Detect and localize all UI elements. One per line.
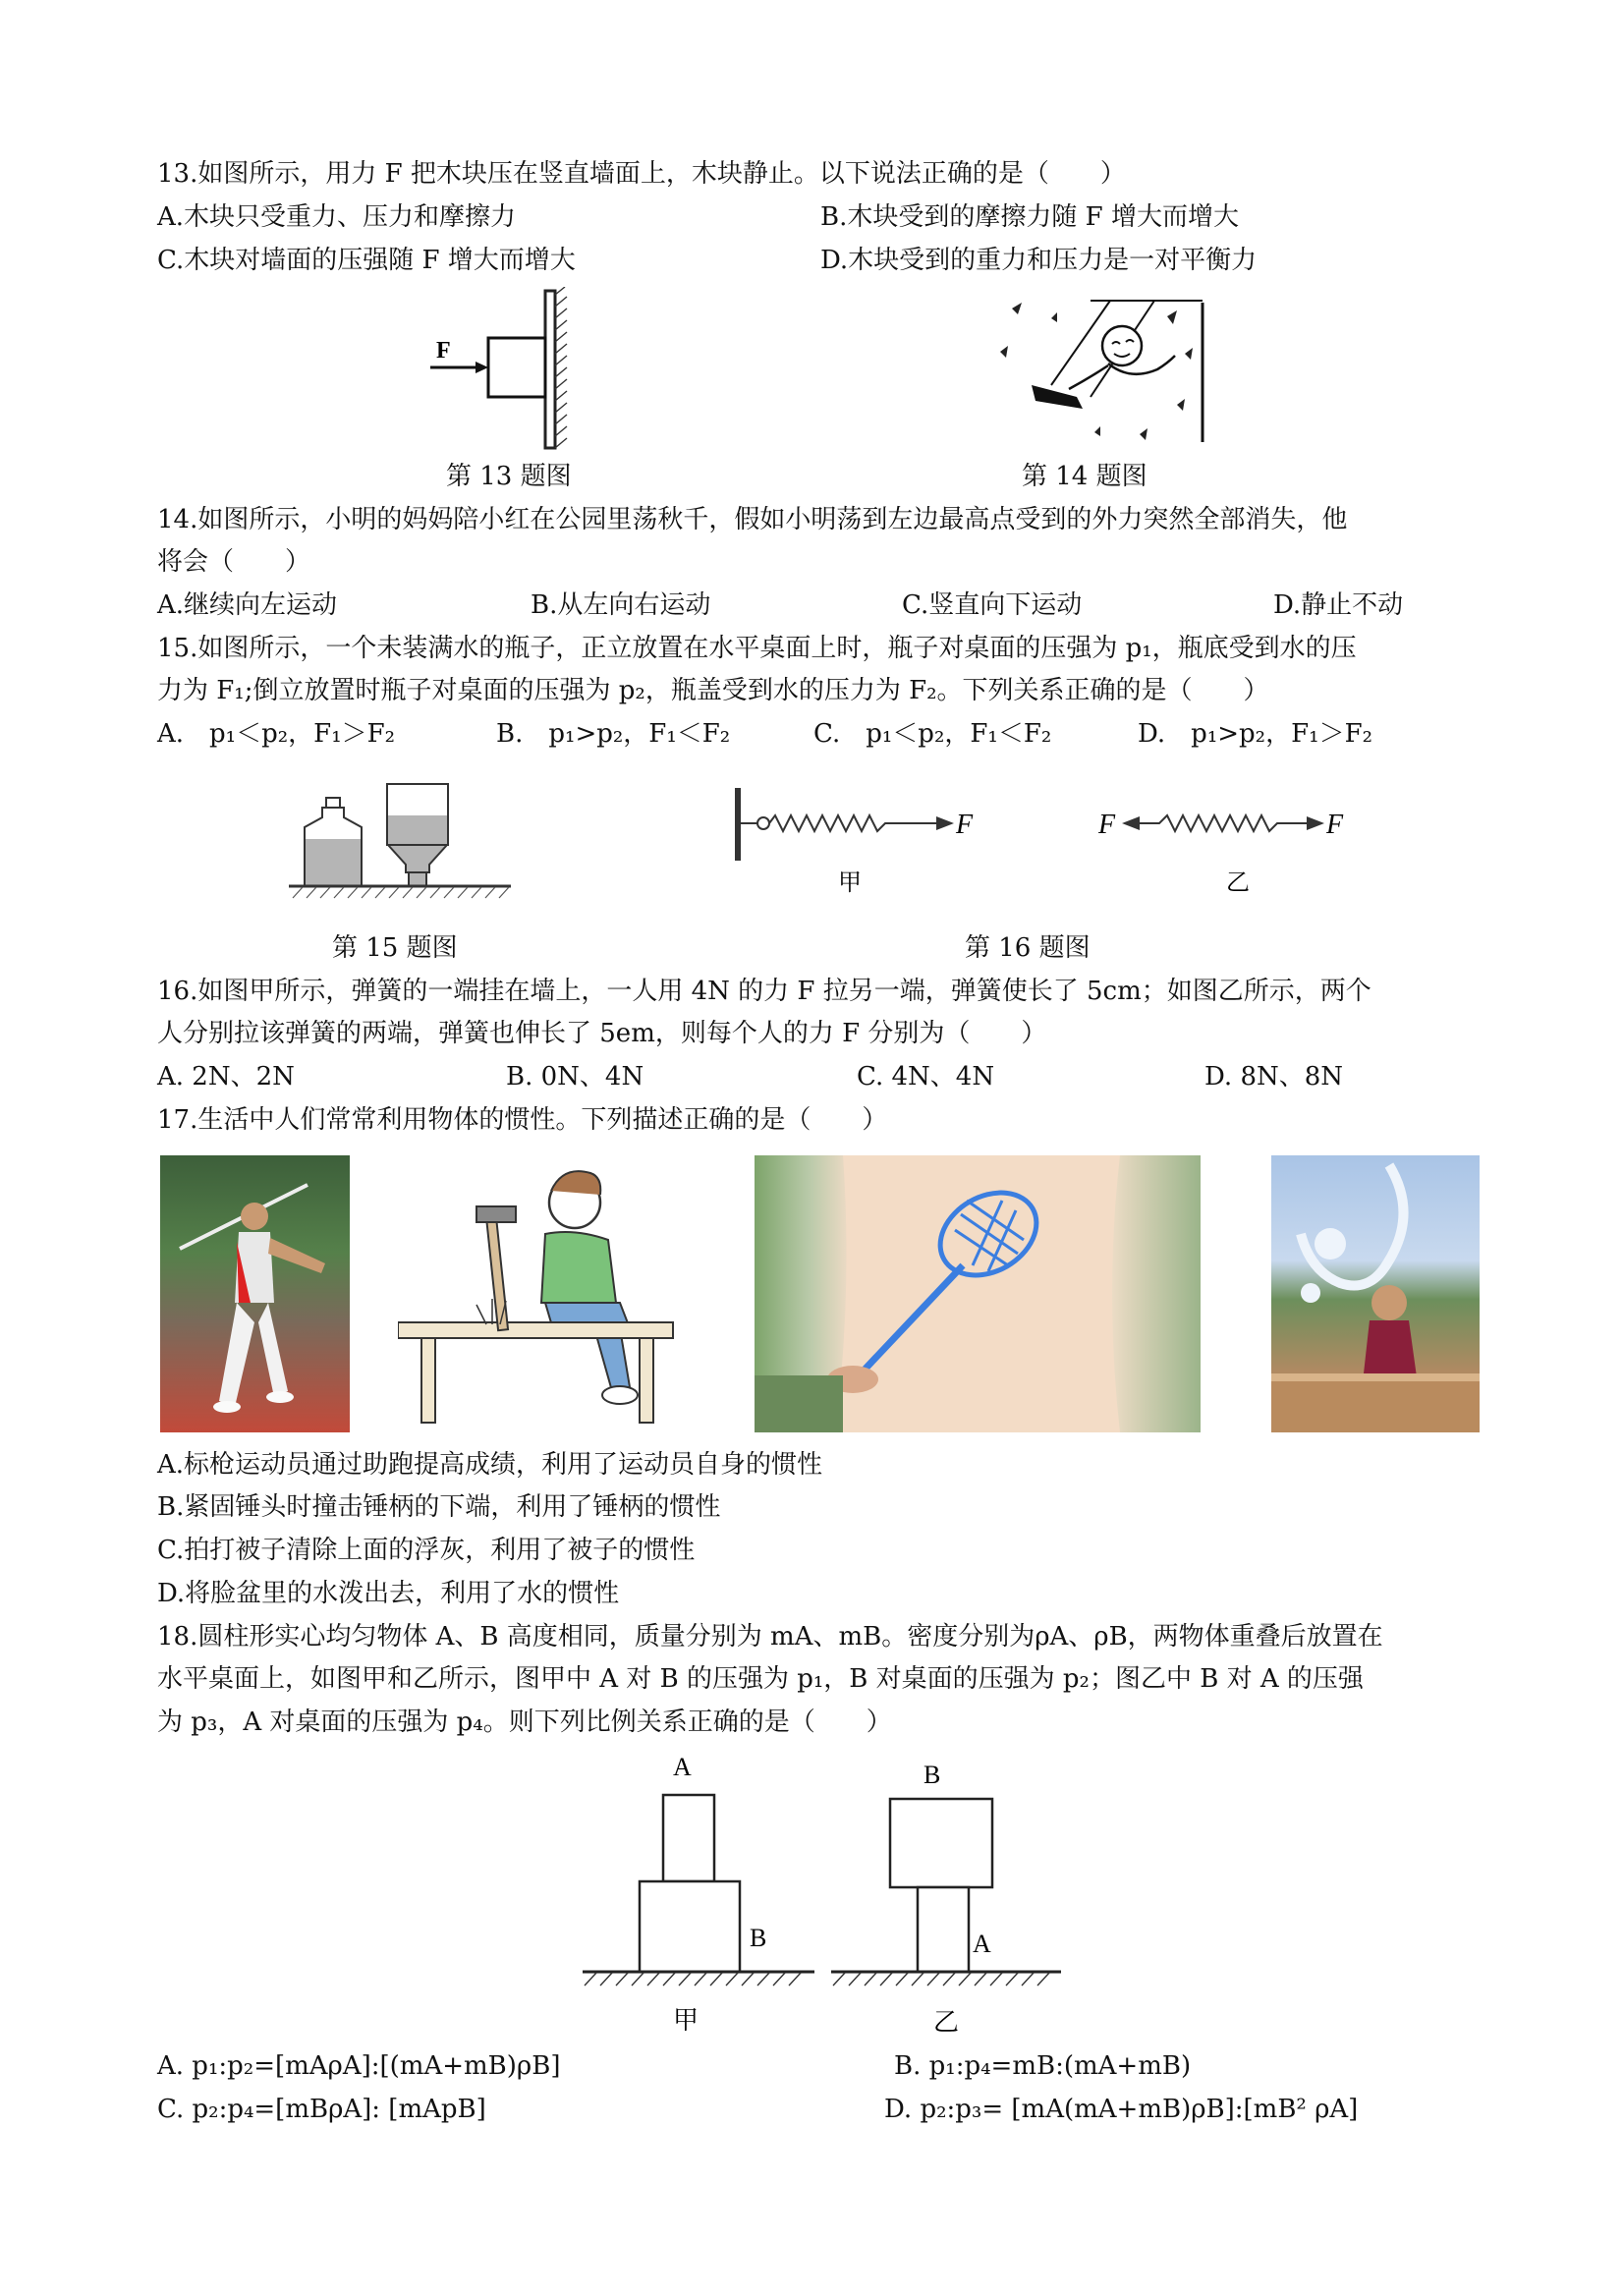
q15-option-c: C. p₁＜p₂，F₁＜F₂ (813, 719, 1052, 749)
q17-option-a: A.标枪运动员通过助跑提高成绩，利用了运动员自身的惯性 (157, 1450, 823, 1480)
q15-stem-line1: 15.如图所示，一个未装满水的瓶子，正立放置在水平桌面上时，瓶子对桌面的压强为 p₁，瓶底受到水的压 (157, 634, 1357, 663)
javelin-athlete-photo (160, 1155, 350, 1432)
q13-figure (422, 287, 589, 454)
q16-caption: 第 16 题图 (965, 933, 1091, 963)
q15-stem-line2: 力为 F₁;倒立放置时瓶子对桌面的压强为 p₂，瓶盖受到水的压力为 F₂。下列关系正确的是（ ） (157, 676, 1269, 705)
q16-figure-jia (732, 786, 987, 894)
q14-option-b: B.从左向右运动 (531, 590, 711, 620)
q18-stem-line3: 为 p₃，A 对桌面的压强为 p₄。则下列比例关系正确的是（ ） (157, 1708, 892, 1737)
q13-option-d: D.木块受到的重力和压力是一对平衡力 (820, 246, 1258, 275)
beating-quilt-photo (755, 1155, 1201, 1432)
q16-yi-left-force-label: F (1098, 810, 1116, 840)
q17-option-c: C.拍打被子清除上面的浮灰，利用了被子的惯性 (157, 1536, 696, 1565)
q18-yi-label: 乙 (933, 2008, 960, 2037)
q18-stem-line2: 水平桌面上，如图甲和乙所示，图甲中 A 对 B 的压强为 p₁，B 对桌面的压强为 p₂；图乙中 B 对 A 的压强 (157, 1664, 1364, 1694)
q16-option-d: D. 8N、8N (1204, 1062, 1344, 1092)
q14-caption: 第 14 题图 (1022, 462, 1147, 491)
q13-force-label: F (436, 338, 451, 364)
q14-option-c: C.竖直向下运动 (902, 590, 1083, 620)
q18-jia-label: 甲 (673, 2006, 700, 2035)
q18-option-b: B. p₁:p₄=mB:(mA+mB) (894, 2051, 1192, 2081)
q13-caption: 第 13 题图 (446, 462, 572, 491)
q18-stem-line1: 18.圆柱形实心均匀物体 A、B 高度相同，质量分别为 mA、mB。密度分别为ρA、ρB，两物体重叠后放置在 (157, 1622, 1383, 1652)
q16-jia-label: 甲 (838, 870, 862, 894)
q14-stem-line1: 14.如图所示，小明的妈妈陪小红在公园里荡秋千，假如小明荡到左边最高点受到的外力突然全部消失，他 (157, 505, 1348, 534)
q16-yi-right-force-label: F (1326, 810, 1344, 840)
q18-option-d: D. p₂:p₃= [mA(mA+mB)ρB]:[mB² ρA] (884, 2095, 1359, 2124)
q18-option-a: A. p₁:p₂=[mAρA]:[(mA+mB)ρB] (157, 2051, 561, 2081)
q18-yi-bottom-label: A (973, 1930, 991, 1958)
q16-option-a: A. 2N、2N (157, 1062, 295, 1092)
q17-option-d: D.将脸盆里的水泼出去，利用了水的惯性 (157, 1579, 620, 1608)
q14-option-a: A.继续向左运动 (157, 590, 338, 620)
q18-jia-bottom-label: B (750, 1924, 767, 1952)
q14-figure (992, 295, 1218, 447)
q15-option-a: A. p₁＜p₂，F₁＞F₂ (157, 719, 396, 749)
q17-option-b: B.紧固锤头时撞击锤柄的下端，利用了锤柄的惯性 (157, 1492, 721, 1522)
q13-option-b: B.木块受到的摩擦力随 F 增大而增大 (820, 202, 1239, 232)
q13-option-c: C.木块对墙面的压强随 F 增大而增大 (157, 246, 576, 275)
q15-option-d: D. p₁>p₂，F₁＞F₂ (1138, 719, 1373, 749)
q16-option-b: B. 0N、4N (506, 1062, 644, 1092)
q14-option-d: D.静止不动 (1273, 590, 1404, 620)
q18-figure-yi (825, 1744, 1071, 2039)
q16-yi-label: 乙 (1226, 870, 1250, 894)
splashing-water-photo (1271, 1155, 1480, 1432)
hammer-bench-drawing (398, 1155, 683, 1428)
q16-stem-line2: 人分别拉该弹簧的两端，弹簧也伸长了 5em，则每个人的力 F 分别为（ ） (157, 1019, 1047, 1048)
q14-stem-line2: 将会（ ） (157, 547, 311, 577)
q13-stem: 13.如图所示，用力 F 把木块压在竖直墙面上，木块静止。以下说法正确的是（ ） (157, 159, 1126, 189)
q15-option-b: B. p₁>p₂，F₁＜F₂ (496, 719, 731, 749)
q13-option-a: A.木块只受重力、压力和摩擦力 (157, 202, 517, 232)
q16-jia-force-label: F (956, 810, 974, 840)
q15-figure (287, 776, 513, 904)
q17-stem: 17.生活中人们常常利用物体的惯性。下列描述正确的是（ ） (157, 1105, 888, 1135)
q18-figure-jia (575, 1744, 820, 2039)
q15-caption: 第 15 题图 (332, 933, 458, 963)
q16-stem-line1: 16.如图甲所示，弹簧的一端挂在墙上，一人用 4N 的力 F 拉另一端，弹簧使长了 5cm；如图乙所示，两个 (157, 977, 1371, 1006)
q18-jia-top-label: A (673, 1753, 692, 1781)
q16-option-c: C. 4N、4N (857, 1062, 995, 1092)
q16-figure-yi (1091, 786, 1366, 894)
q18-option-c: C. p₂:p₄=[mBρA]: [mApB] (157, 2095, 486, 2124)
q18-yi-top-label: B (923, 1761, 941, 1789)
